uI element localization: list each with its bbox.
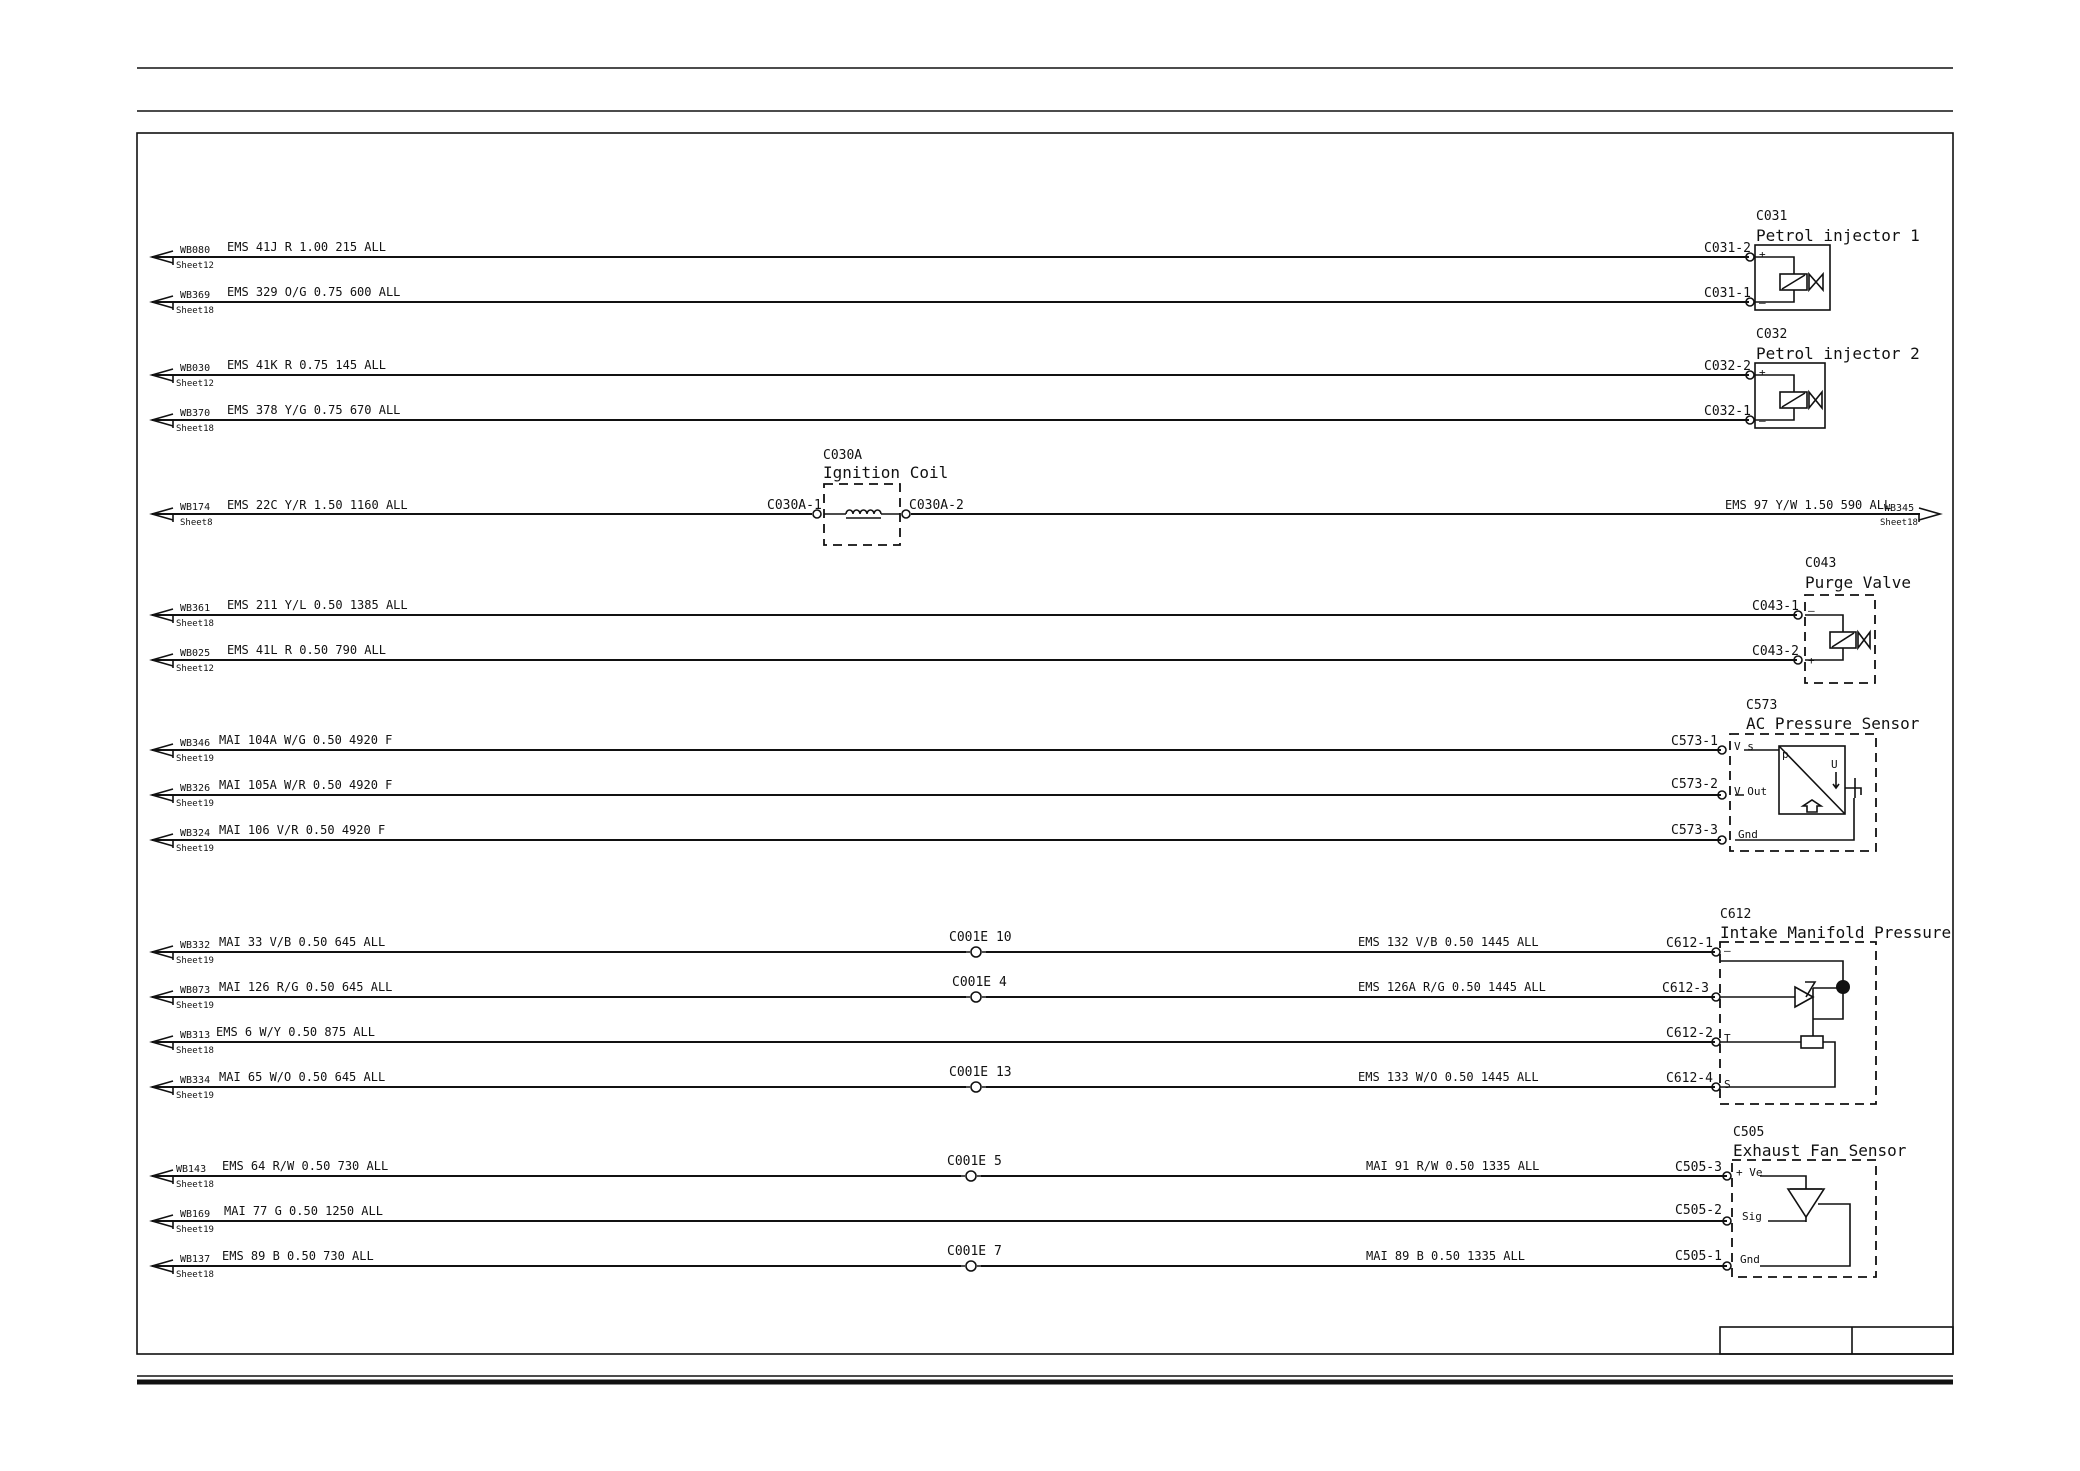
component-c573 <box>1671 698 1920 851</box>
pin-symbol: T <box>1724 1032 1731 1045</box>
wire-tag: WB030 <box>180 363 211 374</box>
splice-connector-icon <box>971 947 981 957</box>
wire-sheet: Sheet19 <box>176 1091 214 1101</box>
splice-connector-icon <box>966 1261 976 1271</box>
wire-label: EMS 41L R 0.50 790 ALL <box>227 643 386 657</box>
pin-label: C031-1 <box>1704 286 1751 301</box>
offsheet-arrow-icon <box>1919 508 1940 520</box>
pin-symbol: – <box>1759 414 1766 427</box>
pin-label: C612-4 <box>1666 1071 1713 1086</box>
wire-row <box>152 975 1715 1011</box>
wire-sheet: Sheet18 <box>176 306 214 316</box>
wire-label-right: EMS 126A R/G 0.50 1445 ALL <box>1358 980 1546 994</box>
wire-label: EMS 329 O/G 0.75 600 ALL <box>227 285 401 299</box>
wire-tag: WB369 <box>180 290 211 301</box>
wire-label: EMS 22C Y/R 1.50 1160 ALL <box>227 498 408 512</box>
wire-sheet: Sheet18 <box>176 1270 214 1280</box>
wire-label: EMS 89 B 0.50 730 ALL <box>222 1249 374 1263</box>
wire-row <box>152 1154 1727 1190</box>
wire-label: EMS 64 R/W 0.50 730 ALL <box>222 1159 389 1173</box>
component-name: Petrol injector 1 <box>1756 226 1920 245</box>
splice-label: C001E 10 <box>949 930 1012 945</box>
pin-label: C043-1 <box>1752 599 1799 614</box>
pin-terminal-icon <box>902 510 910 518</box>
wire-label-right: EMS 132 V/B 0.50 1445 ALL <box>1358 935 1539 949</box>
pin-label: C505-1 <box>1675 1249 1722 1264</box>
pressure-transducer-icon <box>1779 746 1845 814</box>
component-name: Petrol injector 2 <box>1756 344 1920 363</box>
wire-tag: WB169 <box>180 1209 211 1220</box>
wire-tag: WB025 <box>180 648 211 659</box>
splice-label: C001E 4 <box>952 975 1007 990</box>
splice-label: C001E 13 <box>949 1065 1012 1080</box>
pin-label: C032-2 <box>1704 359 1751 374</box>
wire-row <box>152 930 1715 966</box>
wire-label: MAI 77 G 0.50 1250 ALL <box>224 1204 383 1218</box>
wire-sheet: Sheet12 <box>176 379 214 389</box>
pin-symbol: + <box>1759 248 1766 261</box>
component-c043 <box>1752 556 1911 683</box>
wire-label: EMS 41J R 1.00 215 ALL <box>227 240 386 254</box>
splice-connector-icon <box>966 1171 976 1181</box>
wire-row <box>152 1025 1715 1056</box>
pin-symbol: Sig <box>1742 1210 1762 1223</box>
pin-symbol: – <box>1724 944 1731 957</box>
wire-sheet: Sheet19 <box>176 754 214 764</box>
pin-symbol: Gnd <box>1740 1253 1760 1266</box>
splice-label: C001E 7 <box>947 1244 1002 1259</box>
wire-tag: WB073 <box>180 985 211 996</box>
wire-tag: WB332 <box>180 940 211 951</box>
component-c030a <box>767 448 964 545</box>
component-name: Ignition Coil <box>823 463 949 482</box>
wire-label: MAI 104A W/G 0.50 4920 F <box>219 733 393 747</box>
wire-label-right: EMS 97 Y/W 1.50 590 ALL <box>1725 498 1892 512</box>
wire-label: MAI 65 W/O 0.50 645 ALL <box>219 1070 386 1084</box>
pin-symbol: + <box>1759 366 1766 379</box>
component-id: C612 <box>1720 907 1752 922</box>
wire-tag: WB324 <box>180 828 211 839</box>
wire-label: EMS 41K R 0.75 145 ALL <box>227 358 386 372</box>
pin-label: C030A-2 <box>909 498 964 513</box>
pin-label: C573-1 <box>1671 734 1718 749</box>
pin-label: C043-2 <box>1752 644 1799 659</box>
wire-tag: WB174 <box>180 502 211 513</box>
wire-sheet: Sheet12 <box>176 664 214 674</box>
wire-label-right: MAI 89 B 0.50 1335 ALL <box>1366 1249 1525 1263</box>
component-box <box>1755 245 1830 310</box>
wire-row <box>152 598 1797 629</box>
component-name: Purge Valve <box>1805 573 1911 592</box>
wire-row <box>152 823 1721 854</box>
component-id: C032 <box>1756 327 1788 342</box>
wire-sheet: Sheet18 <box>176 1046 214 1056</box>
wire-row <box>152 643 1797 674</box>
wire-label: MAI 33 V/B 0.50 645 ALL <box>219 935 386 949</box>
component-c612 <box>1662 907 1951 1104</box>
pin-label: C573-2 <box>1671 777 1718 792</box>
wire-sheet: Sheet18 <box>176 424 214 434</box>
injector-valve-icon <box>1780 392 1822 408</box>
component-id: C031 <box>1756 209 1788 224</box>
pin-symbol: U <box>1831 758 1838 771</box>
wire-tag-right: WB345 <box>1884 503 1915 514</box>
splice-connector-icon <box>971 1082 981 1092</box>
pin-symbol: – <box>1759 296 1766 309</box>
component-c031 <box>1704 209 1920 310</box>
component-id: C573 <box>1746 698 1778 713</box>
pin-symbol: Gnd <box>1738 828 1758 841</box>
wire-label: EMS 6 W/Y 0.50 875 ALL <box>216 1025 375 1039</box>
pressure-sensor-icon <box>1795 980 1850 1048</box>
pin-label: C612-1 <box>1666 936 1713 951</box>
component-id: C043 <box>1805 556 1837 571</box>
pin-label: C612-3 <box>1662 981 1709 996</box>
splice-connector-icon <box>971 992 981 1002</box>
wire-row <box>152 358 1749 389</box>
pin-label: C505-2 <box>1675 1203 1722 1218</box>
wire-tag: WB346 <box>180 738 211 749</box>
wire-row <box>152 403 1749 434</box>
wire-sheet: Sheet19 <box>176 1001 214 1011</box>
pin-symbol: p <box>1782 748 1789 761</box>
wire-tag: WB326 <box>180 783 211 794</box>
pin-symbol: V s <box>1734 740 1754 753</box>
wire-label: EMS 211 Y/L 0.50 1385 ALL <box>227 598 408 612</box>
wire-tag: WB313 <box>180 1030 211 1041</box>
pin-label: C032-1 <box>1704 404 1751 419</box>
pin-label: C573-3 <box>1671 823 1718 838</box>
title-block <box>1720 1327 1953 1354</box>
pin-label: C030A-1 <box>767 498 822 513</box>
wire-label: MAI 105A W/R 0.50 4920 F <box>219 778 393 792</box>
injector-valve-icon <box>1780 274 1823 290</box>
pin-label: C031-2 <box>1704 241 1751 256</box>
wire-sheet: Sheet18 <box>176 1180 214 1190</box>
component-c032 <box>1704 327 1920 428</box>
wire-label-right: MAI 91 R/W 0.50 1335 ALL <box>1366 1159 1540 1173</box>
wire-sheet: Sheet12 <box>176 261 214 271</box>
component-id: C030A <box>823 448 863 463</box>
component-name: Intake Manifold Pressure <box>1720 923 1952 942</box>
wire-tag: WB361 <box>180 603 211 614</box>
pin-symbol: + <box>1808 654 1815 667</box>
wire-tag: WB143 <box>176 1164 207 1175</box>
wire-sheet: Sheet19 <box>176 956 214 966</box>
component-box <box>1720 942 1876 1104</box>
wire-sheet: Sheet18 <box>176 619 214 629</box>
wire-tag: WB370 <box>180 408 211 419</box>
pin-symbol: V Out <box>1734 785 1768 798</box>
wire-row <box>152 285 1749 316</box>
splice-label: C001E 5 <box>947 1154 1002 1169</box>
coil-winding-icon <box>824 510 900 518</box>
pin-symbol: + Ve <box>1736 1166 1763 1179</box>
wire-sheet: Sheet19 <box>176 1225 214 1235</box>
wire-label-right: EMS 133 W/O 0.50 1445 ALL <box>1358 1070 1539 1084</box>
wire-tag: WB080 <box>180 245 211 256</box>
pin-symbol: – <box>1808 604 1815 617</box>
wire-label: MAI 126 R/G 0.50 645 ALL <box>219 980 393 994</box>
wire-row <box>152 778 1721 809</box>
wire-row <box>152 733 1721 764</box>
wire-label: EMS 378 Y/G 0.75 670 ALL <box>227 403 401 417</box>
pin-label: C612-2 <box>1666 1026 1713 1041</box>
hall-sensor-icon <box>1788 1189 1824 1222</box>
wire-tag: WB137 <box>180 1254 211 1265</box>
pin-label: C505-3 <box>1675 1160 1722 1175</box>
wire-row <box>152 1244 1727 1280</box>
purge-valve-icon <box>1830 632 1870 648</box>
component-id: C505 <box>1733 1125 1765 1140</box>
wire-sheet-right: Sheet18 <box>1880 518 1918 528</box>
component-name: AC Pressure Sensor <box>1746 714 1920 733</box>
wire-sheet: Sheet19 <box>176 844 214 854</box>
pin-symbol: S <box>1724 1078 1731 1091</box>
wire-row <box>152 1204 1727 1235</box>
wire-row <box>152 498 1940 528</box>
wire-tag: WB334 <box>180 1075 211 1086</box>
wire-row <box>152 1065 1715 1101</box>
component-c505 <box>1675 1125 1907 1277</box>
wire-sheet: Sheet19 <box>176 799 214 809</box>
component-name: Exhaust Fan Sensor <box>1733 1141 1907 1160</box>
wire-label: MAI 106 V/R 0.50 4920 F <box>219 823 386 837</box>
wire-row <box>152 240 1749 271</box>
wire-sheet: Sheet8 <box>180 518 213 528</box>
